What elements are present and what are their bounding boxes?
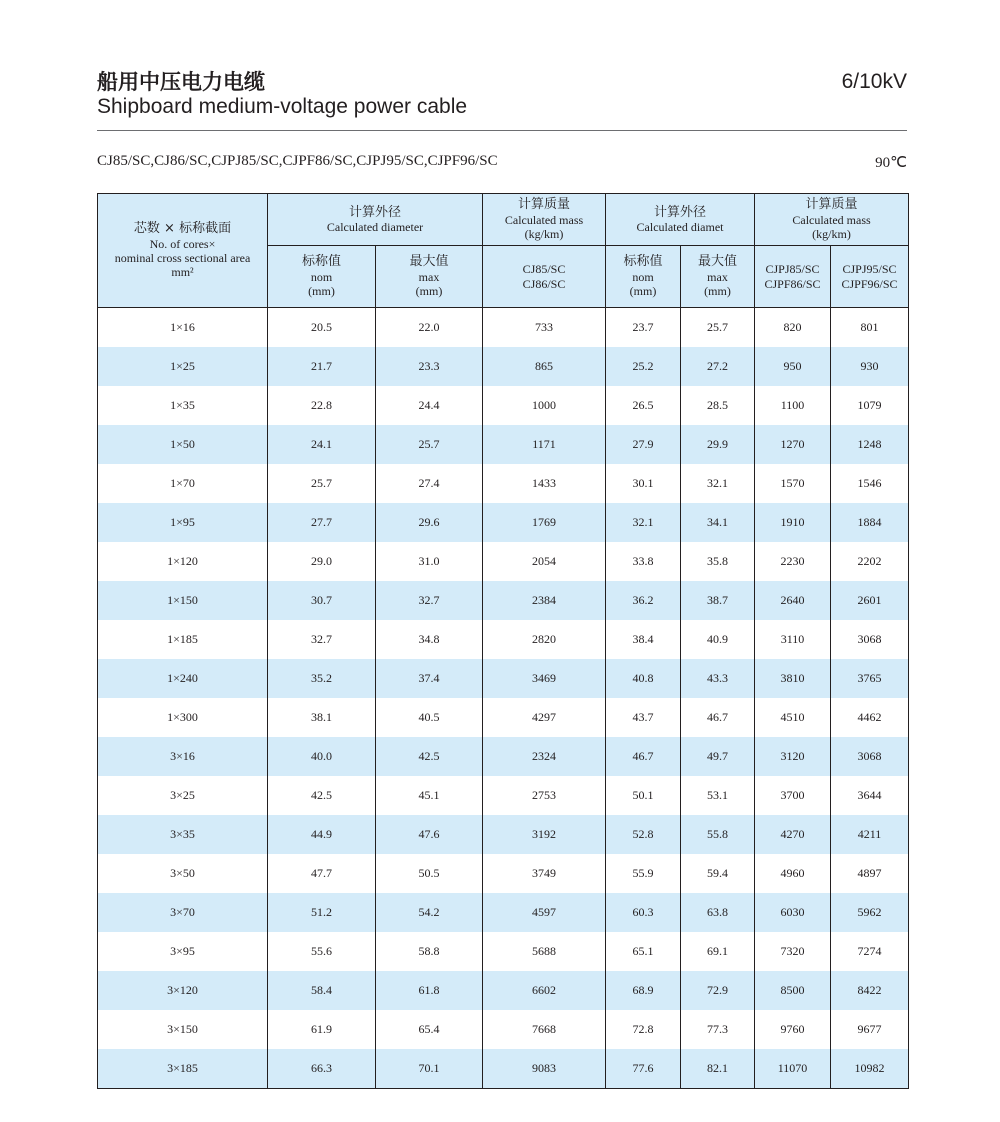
table-cell: 1×35 xyxy=(98,386,268,425)
table-cell: 40.5 xyxy=(376,698,483,737)
header-diameter-1 xyxy=(268,194,483,246)
table-cell: 4270 xyxy=(755,815,831,854)
header-nom-1-unit: (mm) xyxy=(308,284,335,299)
table-cell: 4510 xyxy=(755,698,831,737)
table-cell: 42.5 xyxy=(376,737,483,776)
table-cell: 6030 xyxy=(755,893,831,932)
table-cell: 733 xyxy=(483,308,606,348)
table-cell: 55.6 xyxy=(268,932,376,971)
table-cell: 3×150 xyxy=(98,1010,268,1049)
table-cell: 37.4 xyxy=(376,659,483,698)
table-row xyxy=(98,659,909,698)
table-cell: 53.1 xyxy=(681,776,755,815)
table-cell: 5688 xyxy=(483,932,606,971)
header-cores-area-cn: 芯数 × 标称截面 xyxy=(133,221,232,237)
table-cell: 36.2 xyxy=(606,581,681,620)
table-cell: 40.0 xyxy=(268,737,376,776)
table-cell: 1910 xyxy=(755,503,831,542)
table-cell: 49.7 xyxy=(681,737,755,776)
table-row xyxy=(98,464,909,503)
table-cell: 2202 xyxy=(831,542,909,581)
voltage-rating: 6/10kV xyxy=(841,70,907,93)
table-cell: 54.2 xyxy=(376,893,483,932)
table-cell: 22.0 xyxy=(376,308,483,348)
table-cell: 29.6 xyxy=(376,503,483,542)
header-diameter-1-cn: 计算外径 xyxy=(349,204,402,220)
table-cell: 865 xyxy=(483,347,606,386)
table-cell: 1884 xyxy=(831,503,909,542)
table-cell: 3700 xyxy=(755,776,831,815)
table-cell: 1×50 xyxy=(98,425,268,464)
header-cores-area-unit: mm² xyxy=(171,265,194,280)
table-row xyxy=(98,308,909,348)
table-cell: 61.8 xyxy=(376,971,483,1010)
table-cell: 1248 xyxy=(831,425,909,464)
table-cell: 4462 xyxy=(831,698,909,737)
table-row xyxy=(98,776,909,815)
table-cell: 1×240 xyxy=(98,659,268,698)
table-cell: 27.9 xyxy=(606,425,681,464)
header-mass-2b-models xyxy=(831,246,909,308)
header-nom-1-en: nom xyxy=(310,269,333,284)
table-cell: 8500 xyxy=(755,971,831,1010)
table-cell: 9083 xyxy=(483,1049,606,1089)
table-cell: 3810 xyxy=(755,659,831,698)
header-max-2-cn: 最大值 xyxy=(698,254,738,270)
header-nom-1-cn: 标称值 xyxy=(301,254,341,270)
table-cell: 3120 xyxy=(755,737,831,776)
table-cell: 34.8 xyxy=(376,620,483,659)
header-mass-2a-model-b: CJPF86/SC xyxy=(764,276,821,291)
table-cell: 4211 xyxy=(831,815,909,854)
table-cell: 3×50 xyxy=(98,854,268,893)
table-cell: 70.1 xyxy=(376,1049,483,1089)
table-cell: 32.7 xyxy=(268,620,376,659)
table-row xyxy=(98,542,909,581)
table-cell: 72.9 xyxy=(681,971,755,1010)
header-mass-1-en: Calculated mass xyxy=(504,212,584,227)
table-cell: 2230 xyxy=(755,542,831,581)
table-cell: 6602 xyxy=(483,971,606,1010)
table-cell: 34.1 xyxy=(681,503,755,542)
table-cell: 4597 xyxy=(483,893,606,932)
table-cell: 7274 xyxy=(831,932,909,971)
table-row xyxy=(98,1049,909,1089)
table-cell: 82.1 xyxy=(681,1049,755,1089)
header-divider xyxy=(97,130,907,131)
table-cell: 1×300 xyxy=(98,698,268,737)
table-cell: 25.2 xyxy=(606,347,681,386)
table-cell: 7668 xyxy=(483,1010,606,1049)
header-mass-2b-model-b: CJPF96/SC xyxy=(841,276,898,291)
table-cell: 40.9 xyxy=(681,620,755,659)
model-list: CJ85/SC,CJ86/SC,CJPJ85/SC,CJPF86/SC,CJPJ95/SC,CJPF96/SC xyxy=(97,153,498,169)
table-cell: 1079 xyxy=(831,386,909,425)
header-max-2-en: max xyxy=(707,269,728,284)
table-cell: 29.0 xyxy=(268,542,376,581)
table-cell: 801 xyxy=(831,308,909,348)
table-cell: 50.5 xyxy=(376,854,483,893)
table-cell: 3192 xyxy=(483,815,606,854)
table-cell: 3765 xyxy=(831,659,909,698)
table-cell: 1000 xyxy=(483,386,606,425)
table-cell: 2640 xyxy=(755,581,831,620)
table-cell: 4297 xyxy=(483,698,606,737)
table-cell: 1769 xyxy=(483,503,606,542)
table-cell: 1×25 xyxy=(98,347,268,386)
table-row xyxy=(98,347,909,386)
table-cell: 10982 xyxy=(831,1049,909,1089)
table-cell: 2753 xyxy=(483,776,606,815)
table-cell: 42.5 xyxy=(268,776,376,815)
table-cell: 38.7 xyxy=(681,581,755,620)
table-row xyxy=(98,425,909,464)
table-cell: 33.8 xyxy=(606,542,681,581)
table-cell: 60.3 xyxy=(606,893,681,932)
header-nom-2-cn: 标称值 xyxy=(623,254,663,270)
table-cell: 22.8 xyxy=(268,386,376,425)
header-max-2-unit: (mm) xyxy=(704,284,731,299)
table-row xyxy=(98,503,909,542)
header-mass-2-en: Calculated mass xyxy=(792,212,871,227)
table-cell: 50.1 xyxy=(606,776,681,815)
header-mass-2-unit: (kg/km) xyxy=(812,227,851,242)
header-nom-1 xyxy=(268,246,376,308)
table-cell: 9677 xyxy=(831,1010,909,1049)
header-mass-2 xyxy=(755,194,909,246)
table-cell: 3749 xyxy=(483,854,606,893)
table-cell: 43.7 xyxy=(606,698,681,737)
table-cell: 1570 xyxy=(755,464,831,503)
table-cell: 1100 xyxy=(755,386,831,425)
table-cell: 23.7 xyxy=(606,308,681,348)
table-cell: 40.8 xyxy=(606,659,681,698)
table-cell: 55.9 xyxy=(606,854,681,893)
page-title-chinese: 船用中压电力电缆 xyxy=(97,70,265,94)
table-cell: 43.3 xyxy=(681,659,755,698)
table-cell: 32.1 xyxy=(681,464,755,503)
table-cell: 65.4 xyxy=(376,1010,483,1049)
table-cell: 58.4 xyxy=(268,971,376,1010)
table-cell: 25.7 xyxy=(268,464,376,503)
header-diameter-1-en: Calculated diameter xyxy=(326,220,424,235)
header-mass-1-model-b: CJ86/SC xyxy=(522,276,566,291)
table-cell: 4960 xyxy=(755,854,831,893)
table-cell: 59.4 xyxy=(681,854,755,893)
table-cell: 51.2 xyxy=(268,893,376,932)
table-cell: 47.6 xyxy=(376,815,483,854)
temperature-rating: 90℃ xyxy=(875,155,907,171)
header-diameter-2-en: Calculated diamet xyxy=(636,220,724,235)
table-cell: 930 xyxy=(831,347,909,386)
table-row xyxy=(98,815,909,854)
table-cell: 38.1 xyxy=(268,698,376,737)
table-row xyxy=(98,971,909,1010)
table-cell: 3068 xyxy=(831,737,909,776)
header-mass-2-cn: 计算质量 xyxy=(805,197,858,213)
table-cell: 1433 xyxy=(483,464,606,503)
table-cell: 2384 xyxy=(483,581,606,620)
header-mass-2a-model-a: CJPJ85/SC xyxy=(765,262,820,277)
table-cell: 27.7 xyxy=(268,503,376,542)
header-cores-area-en1: No. of cores× xyxy=(149,236,216,251)
table-cell: 2820 xyxy=(483,620,606,659)
table-cell: 1×95 xyxy=(98,503,268,542)
table-row xyxy=(98,893,909,932)
table-cell: 3×16 xyxy=(98,737,268,776)
table-cell: 3×120 xyxy=(98,971,268,1010)
table-cell: 68.9 xyxy=(606,971,681,1010)
header-max-1-cn: 最大值 xyxy=(409,254,449,270)
table-cell: 29.9 xyxy=(681,425,755,464)
cable-spec-table xyxy=(97,193,909,1089)
header-mass-1 xyxy=(483,194,606,246)
header-max-1 xyxy=(376,246,483,308)
table-cell: 32.7 xyxy=(376,581,483,620)
header-max-2 xyxy=(681,246,755,308)
header-nom-2-unit: (mm) xyxy=(629,284,657,299)
table-cell: 11070 xyxy=(755,1049,831,1089)
table-row xyxy=(98,620,909,659)
table-cell: 25.7 xyxy=(376,425,483,464)
table-cell: 30.7 xyxy=(268,581,376,620)
table-cell: 28.5 xyxy=(681,386,755,425)
table-cell: 45.1 xyxy=(376,776,483,815)
table-cell: 27.4 xyxy=(376,464,483,503)
header-cores-area xyxy=(98,194,268,308)
table-cell: 3644 xyxy=(831,776,909,815)
header-mass-1-cn: 计算质量 xyxy=(518,197,571,213)
table-cell: 9760 xyxy=(755,1010,831,1049)
page-title-english: Shipboard medium-voltage power cable xyxy=(97,95,468,118)
table-cell: 25.7 xyxy=(681,308,755,348)
table-row xyxy=(98,932,909,971)
table-cell: 3×35 xyxy=(98,815,268,854)
table-cell: 44.9 xyxy=(268,815,376,854)
table-cell: 2324 xyxy=(483,737,606,776)
header-nom-2-en: nom xyxy=(632,269,654,284)
table-cell: 66.3 xyxy=(268,1049,376,1089)
header-diameter-2-cn: 计算外径 xyxy=(654,204,707,220)
table-row xyxy=(98,698,909,737)
table-cell: 31.0 xyxy=(376,542,483,581)
table-cell: 1×185 xyxy=(98,620,268,659)
header-max-1-en: max xyxy=(418,269,440,284)
table-cell: 2601 xyxy=(831,581,909,620)
table-header-row xyxy=(98,194,909,246)
table-cell: 35.8 xyxy=(681,542,755,581)
header-max-1-unit: (mm) xyxy=(415,284,443,299)
table-cell: 1270 xyxy=(755,425,831,464)
table-cell: 4897 xyxy=(831,854,909,893)
table-cell: 3×185 xyxy=(98,1049,268,1089)
table-row xyxy=(98,386,909,425)
table-cell: 8422 xyxy=(831,971,909,1010)
table-cell: 2054 xyxy=(483,542,606,581)
table-cell: 1×16 xyxy=(98,308,268,348)
table-cell: 3×25 xyxy=(98,776,268,815)
table-cell: 26.5 xyxy=(606,386,681,425)
table-body xyxy=(98,308,909,1089)
table-cell: 1×120 xyxy=(98,542,268,581)
table-cell: 1×70 xyxy=(98,464,268,503)
table-row xyxy=(98,581,909,620)
header-diameter-2 xyxy=(606,194,755,246)
table-cell: 58.8 xyxy=(376,932,483,971)
table-cell: 30.1 xyxy=(606,464,681,503)
table-cell: 3068 xyxy=(831,620,909,659)
table-row xyxy=(98,854,909,893)
table-cell: 77.6 xyxy=(606,1049,681,1089)
table-cell: 3×95 xyxy=(98,932,268,971)
table-row xyxy=(98,737,909,776)
table-cell: 61.9 xyxy=(268,1010,376,1049)
table-row xyxy=(98,1010,909,1049)
table-cell: 65.1 xyxy=(606,932,681,971)
table-cell: 63.8 xyxy=(681,893,755,932)
table-cell: 7320 xyxy=(755,932,831,971)
header-cores-area-en2: nominal cross sectional area xyxy=(114,251,251,266)
table-cell: 46.7 xyxy=(606,737,681,776)
table-cell: 77.3 xyxy=(681,1010,755,1049)
header-nom-2 xyxy=(606,246,681,308)
table-cell: 24.1 xyxy=(268,425,376,464)
table-cell: 3469 xyxy=(483,659,606,698)
table-cell: 950 xyxy=(755,347,831,386)
table-cell: 55.8 xyxy=(681,815,755,854)
table-cell: 1×150 xyxy=(98,581,268,620)
header-mass-2a-models xyxy=(755,246,831,308)
table-cell: 52.8 xyxy=(606,815,681,854)
table-cell: 24.4 xyxy=(376,386,483,425)
table-cell: 1171 xyxy=(483,425,606,464)
table-cell: 69.1 xyxy=(681,932,755,971)
header-mass-1-unit: (kg/km) xyxy=(524,227,564,242)
table-cell: 3×70 xyxy=(98,893,268,932)
table-cell: 35.2 xyxy=(268,659,376,698)
table-cell: 32.1 xyxy=(606,503,681,542)
table-cell: 1546 xyxy=(831,464,909,503)
table-cell: 46.7 xyxy=(681,698,755,737)
table-cell: 38.4 xyxy=(606,620,681,659)
table-cell: 72.8 xyxy=(606,1010,681,1049)
table-cell: 820 xyxy=(755,308,831,348)
table-cell: 3110 xyxy=(755,620,831,659)
table-cell: 20.5 xyxy=(268,308,376,348)
header-mass-2b-model-a: CJPJ95/SC xyxy=(842,262,897,277)
table-cell: 21.7 xyxy=(268,347,376,386)
table-cell: 5962 xyxy=(831,893,909,932)
table-cell: 47.7 xyxy=(268,854,376,893)
header-mass-1-model-a: CJ85/SC xyxy=(522,262,566,277)
header-mass-1-models xyxy=(483,246,606,308)
table-cell: 23.3 xyxy=(376,347,483,386)
table-cell: 27.2 xyxy=(681,347,755,386)
